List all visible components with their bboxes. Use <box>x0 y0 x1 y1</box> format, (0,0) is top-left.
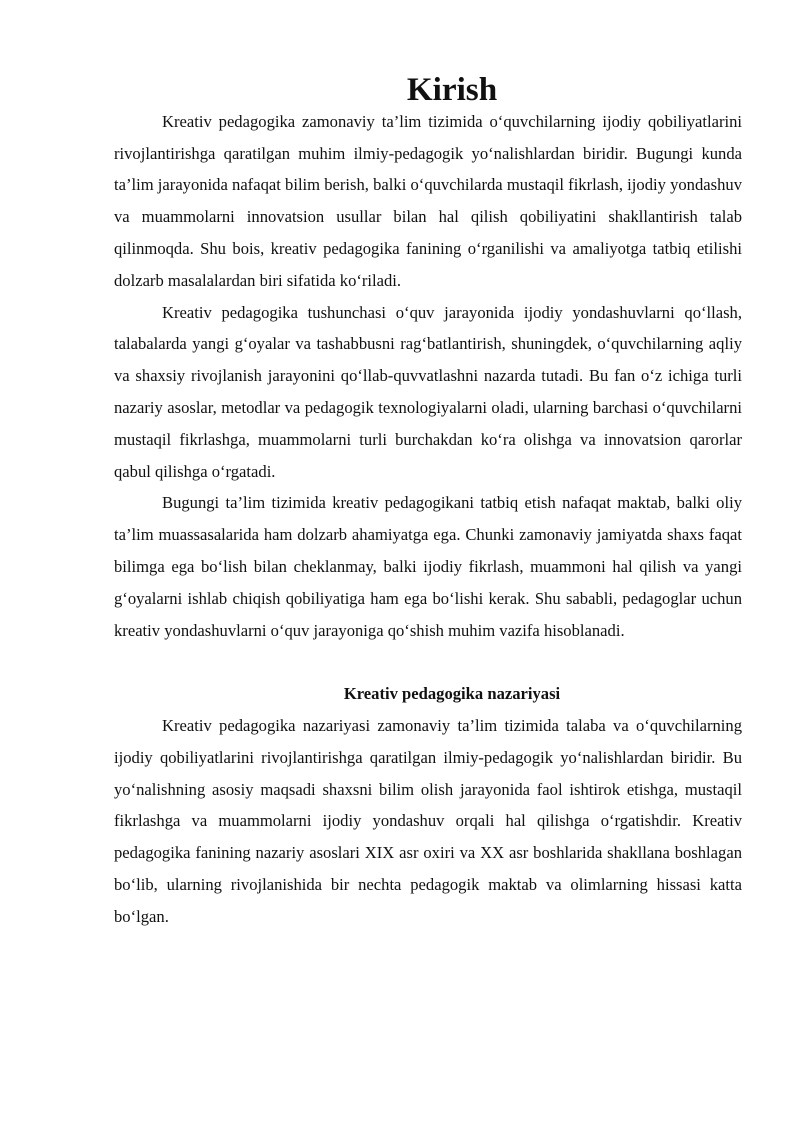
paragraph: Kreativ pedagogika nazariyasi zamonaviy ta’lim tizimida talaba va o‘quvchilarning ijodiy qobiliyatlarini rivojlantirishga qaratilgan ilmiy-pedagogik yo‘nalishlardan biridir. Bu yo‘nalishning asosiy maqsadi shaxsni bilim olish jarayonida faol ishtirok etishga, mustaqil fikrlashga va muammolarni ijodiy yondashuv orqali hal qilishga o‘rgatishdir. Kreativ pedagogika fanining nazariy asoslari XIX asr oxiri va XX asr boshlarida shakllana boshlagan bo‘lib, ularning rivojlanishida bir nechta pedagogik maktab va olimlarning hissasi katta bo‘lgan. <box>114 715 742 926</box>
section-heading-theory: Kreativ pedagogika nazariyasi <box>343 684 561 704</box>
paragraph: Bugungi ta’lim tizimida kreativ pedagogikani tatbiq etish nafaqat maktab, balki oliy ta’lim muassasalarida ham dolzarb ahamiyatga ega. Chunki zamonaviy jamiyatda shaxs faqat bilimga ega bo‘lish bilan cheklanmay, balki ijodiy fikrlash, muammoni hal qilish va yangi g‘oyalarni ishlab chiqish qobiliyatiga ham ega bo‘lishi kerak. Shu sababli, pedagoglar uchun kreativ yondashuvlarni o‘quv jarayoniga qo‘shish muhim vazifa hisoblanadi. <box>114 493 742 640</box>
paragraph: Kreativ pedagogika zamonaviy ta’lim tizimida o‘quvchilarning ijodiy qobiliyatlarini rivojlantirishga qaratilgan muhim ilmiy-pedagogik yo‘nalishlardan biridir. Bugungi kunda ta’lim jarayonida nafaqat bilim berish, balki o‘quvchilarda mustaqil fikrlash, ijodiy yondashuv va muammolarni innovatsion usullar bilan hal qilish qobiliyatini shakllantirish talab qilinmoqda. Shu bois, kreativ pedagogika fanining o‘rganilishi va amaliyotga tatbiq etilishi dolzarb masalalardan biri sifatida ko‘riladi. <box>114 111 742 290</box>
section-heading-introduction: Kirish <box>406 71 498 108</box>
document-body <box>114 71 742 933</box>
paragraph: Kreativ pedagogika tushunchasi o‘quv jarayonida ijodiy yondashuvlarni qo‘llash, talabalarda yangi g‘oyalar va tashabbusni rag‘batlantirish, shuningdek, o‘quvchilarning aqliy va shaxsiy rivojlanish jarayonini qo‘llab-quvvatlashni nazarda tutadi. Bu fan o‘z ichiga turli nazariy asoslar, metodlar va pedagogik texnologiyalarni oladi, ularning barchasi o‘quvchilarni mustaqil fikrlashga, muammolarni turli burchakdan ko‘ra olishga va innovatsion qarorlar qabul qilishga o‘rgatadi. <box>114 302 742 481</box>
